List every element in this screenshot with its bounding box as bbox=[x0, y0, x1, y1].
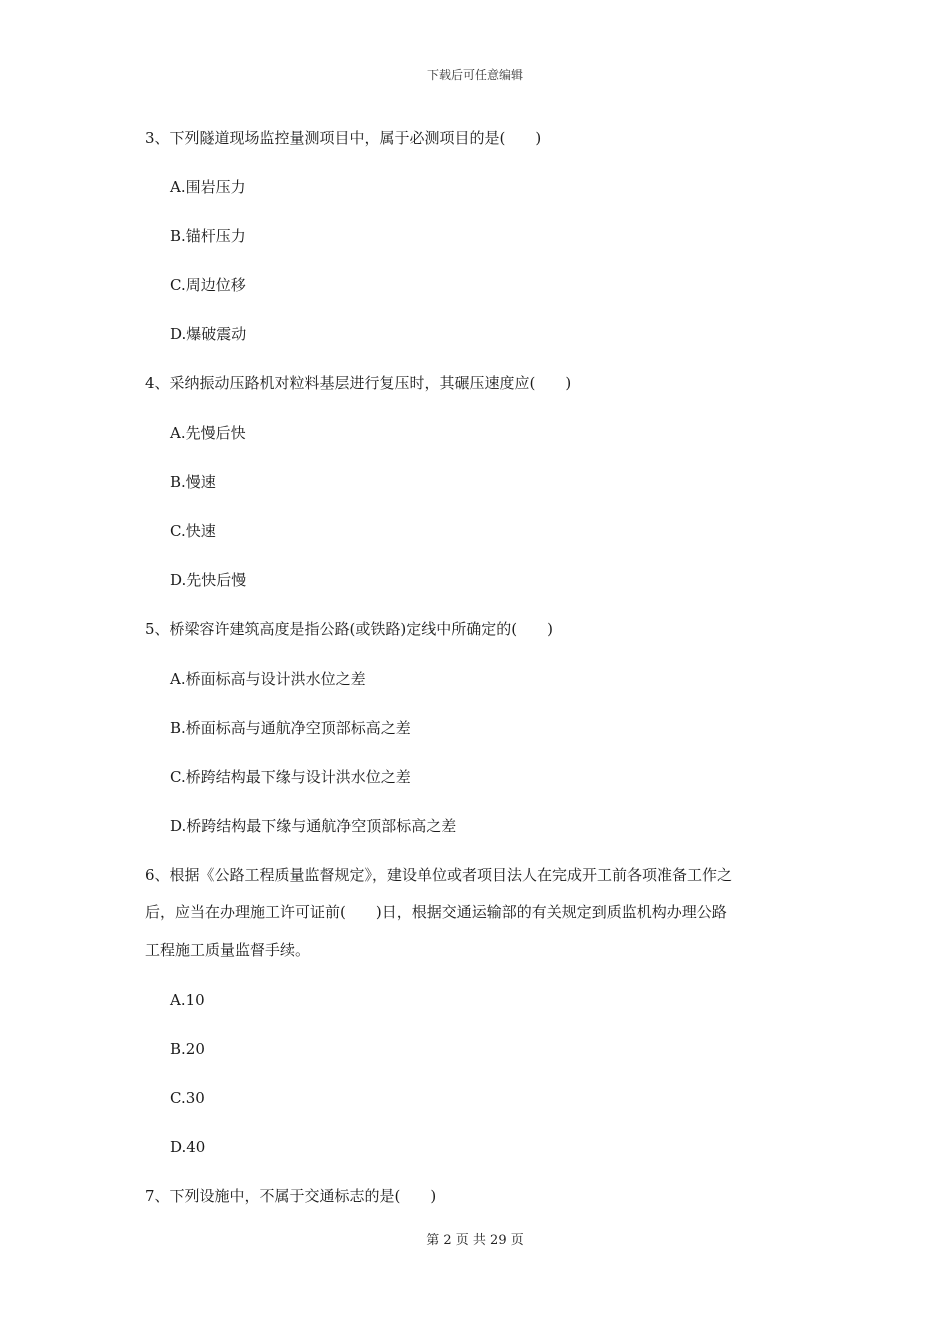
question-6-stem-line-1: 6、根据《公路工程质量监督规定》，建设单位或者项目法人在完成开工前各项准备工作之 bbox=[145, 866, 733, 884]
question-5-option-c: C.桥跨结构最下缘与设计洪水位之差 bbox=[170, 768, 411, 786]
question-5-option-a: A.桥面标高与设计洪水位之差 bbox=[170, 670, 366, 688]
question-5-option-d: D.桥跨结构最下缘与通航净空顶部标高之差 bbox=[170, 817, 457, 835]
question-3-option-b: B.锚杆压力 bbox=[170, 227, 246, 245]
question-4-option-a: A.先慢后快 bbox=[170, 424, 246, 442]
question-6-stem-line-2: 后，应当在办理施工许可证前( )日，根据交通运输部的有关规定到质监机构办理公路 bbox=[145, 903, 727, 921]
question-7-stem: 7、下列设施中，不属于交通标志的是( ) bbox=[145, 1187, 437, 1205]
question-6-stem-line-3: 工程施工质量监督手续。 bbox=[145, 941, 311, 959]
question-6-option-d: D.40 bbox=[170, 1138, 206, 1156]
page-footer: 第 2 页 共 29 页 bbox=[426, 1233, 524, 1248]
question-4-option-c: C.快速 bbox=[170, 522, 216, 540]
question-3-option-a: A.围岩压力 bbox=[170, 178, 246, 196]
question-3-option-c: C.周边位移 bbox=[170, 276, 246, 294]
question-6-option-b: B.20 bbox=[170, 1040, 205, 1058]
question-6-option-a: A.10 bbox=[170, 991, 205, 1009]
question-3-option-d: D.爆破震动 bbox=[170, 325, 247, 343]
page-header: 下载后可任意编辑 bbox=[426, 68, 523, 82]
question-5-stem: 5、桥梁容许建筑高度是指公路(或铁路)定线中所确定的( ) bbox=[145, 620, 553, 638]
question-4-option-b: B.慢速 bbox=[170, 473, 216, 491]
question-4-option-d: D.先快后慢 bbox=[170, 571, 247, 589]
question-3-stem: 3、下列隧道现场监控量测项目中，属于必测项目的是( ) bbox=[145, 129, 542, 147]
question-5-option-b: B.桥面标高与通航净空顶部标高之差 bbox=[170, 719, 411, 737]
question-4-stem: 4、采纳振动压路机对粒料基层进行复压时，其碾压速度应( ) bbox=[145, 374, 572, 392]
question-6-option-c: C.30 bbox=[170, 1089, 205, 1107]
